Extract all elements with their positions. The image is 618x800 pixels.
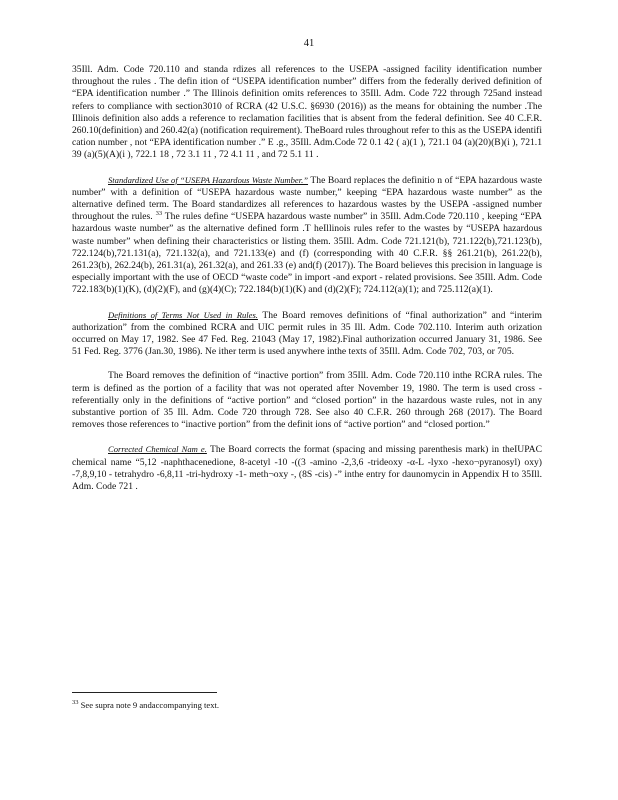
footnote <box>72 700 542 711</box>
page-body <box>72 64 542 505</box>
paragraph-text: The rules define “USEPA hazardous waste number” in 35Ill. Adm.Code 720.110 , keeping “EPA hazardous waste number” as the alternative defined form .T heIllinois rules refer to the wastes by “USEPA hazardous waste number” when defining their characteristics or listing them. 35Ill. Adm. Code 721.121(b), 721.122(b),721.123(b), 722.124(b),721.131(a), 721.132(a), and 721.133(e) and (f) (corresponding with 40 C.F.R. §§ 261.21(b), 261.22(b), 261.23(b), 262.24(b), 261.31(a), 261.32(a), and 261.33 (e) and(f) (2017)). The Board believes this precision in language is especially important with the use of OECD “waste code” in import -and export - related provisions. See 35Ill. Adm. Code 722.183(b)(1)(K), (d)(2)(F), and (g)(4)(C); 722.184(b)(1)(K) and (d)(2)(F); 724.112(a)(1); and 725.112(a)(1). <box>72 211 542 296</box>
section-heading: Corrected Chemical Nam e. <box>108 444 207 455</box>
footnote-reference: 33 <box>155 210 163 218</box>
paragraph-text: The Board corrects the format (spacing and missing parenthesis mark) in theIUPAC chemical name “5,12 -naphthacenedione, 8-acetyl -10 -((3 -amino -2,3,6 -trideoxy -α-L -lyxo -hexo¬pyranosyl) oxy) -7,8,9,10 - tetrahydro -6,8,11 -tri-hydroxy -1- meth¬oxy -, (8S -cis) -” inthe entry for daunomycin in Appendix H to 35Ill. Adm. Code 721 . <box>72 444 542 493</box>
footnote-text: See supra note 9 andaccompanying text. <box>78 700 220 710</box>
paragraph-hazardous-waste-number <box>72 174 542 297</box>
footnote-divider <box>72 692 217 693</box>
page-number: 41 <box>303 38 315 49</box>
paragraph-definitions-not-used <box>72 309 542 359</box>
paragraph-corrected-chemical-name <box>72 443 542 493</box>
paragraph-text: The Board removes definitions of “final authorization” and “interim authorization” from the combined RCRA and UIC permit rules in 35 Ill. Adm. Code 702.110. Interim auth orization occurred on May 17, 1982. See 47 Fed. Reg. 21043 (May 17, 1982).Final authorization occurred January 31, 1986. See 51 Fed. Reg. 3776 (Jan.30, 1986). Ne ither term is used anywhere inthe texts of 35Ill. Adm. Code 702, 703, or 705. <box>72 309 542 358</box>
paragraph-inactive-portion: The Board removes the definition of “inactive portion” from 35Ill. Adm. Code 720.110 inthe RCRA rules. The term is defined as the portion of a facility that was not operated after November 19, 1980. The term is used cross - referentially only in the definitions of “active portion” and “closed portion” in the hazardous waste rules, not in any substantive portion of 35 Ill. Adm. Code 720 through 728. See also 40 C.F.R. 260 through 268 (2017). The Board removes those references to “inactive portion” from the definit ions of “active portion” and “closed portion.” <box>72 370 542 431</box>
paragraph-text: The Board replaces the definitio n of “EPA hazardous waste number” with a definition of “USEPA hazardous waste number,” keeping “EPA hazardous waste number” as the alternative defined term. The Board standardizes all references to hazardous wastes by the USEPA -assigned number throughout the rules. <box>72 174 542 223</box>
section-heading: Definitions of Terms Not Used in Rules. <box>108 309 258 320</box>
footnote-mark: 33 <box>72 699 79 707</box>
paragraph-facility-identification: 35Ill. Adm. Code 720.110 and standa rdizes all references to the USEPA -assigned facility identification number throughout the rules . The defin ition of “USEPA identification number” differs from the federally derived definition of “EPA identification number .” The Illinois definition omits references to 35Ill. Adm. Code 722 through 725and instead refers to compliance with section3010 of RCRA (42 U.S.C. §6930 (2016)) as the means for obtaining the number .The Illinois definition also adds a reference to reclamation facilities that is absent from the federal definition. See 40 C.F.R. 260.10(definition) and 260.42(a) (notification requirement). TheBoard rules throughout refer to this as the USEPA identifi cation number , not “EPA identification number .” E .g., 35Ill. Adm.Code 72 0.1 42 ( a)(1 ), 721.1 04 (a)(20)(B)(i ), 721.1 39 (a)(5)(A)(i ), 722.1 18 , 72 3.1 11 , 72 4.1 11 , and 72 5.1 11 . <box>72 64 542 161</box>
section-heading: Standardized Use of “USEPA Hazardous Waste Number.” <box>108 174 309 185</box>
